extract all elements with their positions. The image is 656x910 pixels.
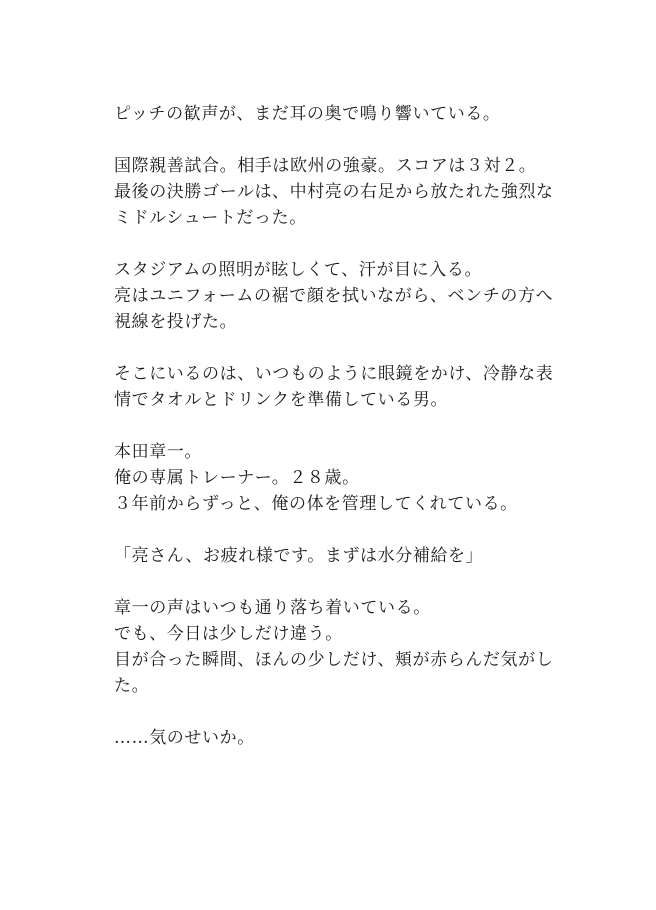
- text-line: 最後の決勝ゴールは、中村亮の右足から放たれた強烈な: [114, 182, 554, 202]
- text-line: 本田章一。: [114, 442, 202, 462]
- text-line: ３年前からずっと、俺の体を管理してくれている。: [114, 494, 518, 514]
- blank-line: [114, 413, 554, 439]
- blank-line: [114, 569, 554, 595]
- text-line: でも、今日は少しだけ違う。: [114, 624, 343, 644]
- text-line: ピッチの歓声が、まだ耳の奥で鳴り響いている。: [114, 104, 501, 124]
- text-line: 国際親善試合。相手は欧州の強豪。スコアは３対２。: [114, 156, 537, 176]
- text-line: ミドルシュートだった。: [114, 208, 307, 228]
- blank-line: [114, 699, 554, 725]
- text-line: 亮はユニフォームの裾で顔を拭いながら、ベンチの方へ: [114, 286, 554, 306]
- novel-text-body: [114, 101, 554, 751]
- text-line: そこにいるのは、いつものように眼鏡をかけ、冷静な表: [114, 364, 554, 384]
- blank-line: [114, 231, 554, 257]
- text-line: 視線を投げた。: [114, 312, 238, 332]
- text-line: スタジアムの照明が眩しくて、汗が目に入る。: [114, 260, 483, 280]
- dialogue-line: 「亮さん、お疲れ様です。まずは水分補給を」: [114, 546, 484, 566]
- blank-line: [114, 335, 554, 361]
- text-line: 俺の専属トレーナー。２８歳。: [114, 468, 360, 488]
- text-line: 情でタオルとドリンクを準備している男。: [114, 390, 449, 410]
- blank-line: [114, 127, 554, 153]
- text-line: た。: [114, 676, 150, 696]
- text-line: ……気のせいか。: [114, 728, 255, 748]
- blank-line: [114, 517, 554, 543]
- text-line: 章一の声はいつも通り落ち着いている。: [114, 598, 431, 618]
- text-line: 目が合った瞬間、ほんの少しだけ、頬が赤らんだ気がし: [114, 650, 554, 670]
